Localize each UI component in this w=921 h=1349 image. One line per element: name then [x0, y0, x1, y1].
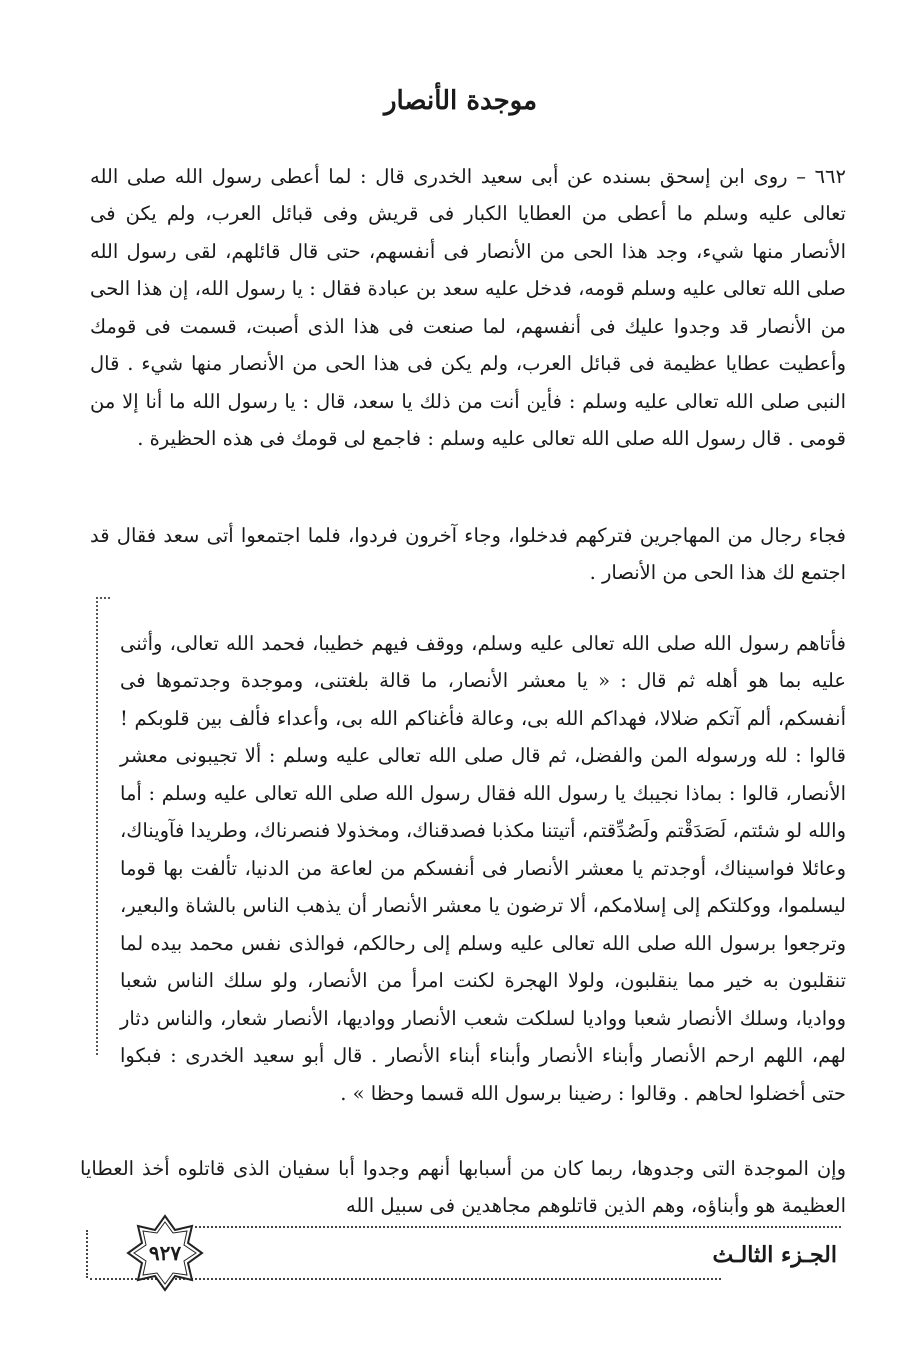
paragraph-3-quote: فأتاهم رسول الله صلى الله تعالى عليه وسلم، ووقف فيهم خطيبا، فحمد الله تعالى، وأثنى عليه بما هو أهله ثم قال : « يا معشر الأنصار، ما قالة بلغتنى، وموجدة وجدتموها فى أنفسكم، ألم آتكم ضلالا، فهداكم الله بى، وعالة فأغناكم الله بى، وأعداء فألف بين قلوبكم ! قالوا : لله ورسوله المن والفضل، ثم قال صلى الله تعالى عليه وسلم : ألا تجيبونى معشر الأنصار، قالوا : بماذا نجيبك يا رسول الله فقال رسول الله صلى الله تعالى عليه وسلم : أما والله لو شئتم، لَصَدَقْتم ولَصُدِّقتم، أتيتنا مكذبا فصدقناك، ومخذولا فنصرناك، وطريدا فآويناك، وعائلا فواسيناك، أوجدتم يا معشر الأنصار فى أنفسكم من لعاعة من الدنيا، تألفت بها قوما ليسلموا، ووكلتكم إلى إسلامكم، ألا ترضون يا معشر الأنصار أن يذهب الناس بالشاة والبعير، وترجعوا برسول الله صلى الله تعالى عليه وسلم إلى رحالكم، فوالذى نفس محمد بيده لما تنقلبون به خير مما ينقلبون، ولولا الهجرة لكنت امرأ من الأنصار، ولو سلك الناس شعبا وواديا، وسلك الأنصار شعبا وواديا لسلكت شعب الأنصار وواديها، الأنصار شعار، والناس دثار لهم، اللهم ارحم الأنصار وأبناء الأنصار وأبناء أبناء الأنصار . قال أبو سعيد الخدرى : فبكوا حتى أخضلوا لحاهم . وقالوا : رضينا برسول الله قسما وحظا » . — [120, 631, 846, 1105]
footer-rule-curve — [86, 1230, 98, 1278]
footer-rule-top — [190, 1226, 841, 1228]
page-number-badge — [124, 1212, 206, 1294]
part-label: الجـزء الثالـث — [712, 1242, 837, 1268]
page-title: موجدة الأنصار — [383, 86, 538, 116]
page-number: ٩٢٧ — [148, 1241, 182, 1265]
paragraph-4: وإن الموجدة التى وجدوها، ربما كان من أسبابها أنهم وجدوا أبا سفيان الذى قاتلوه أخذ العطايا العظيمة هو وأبناؤه، وهم الذين قاتلوهم مجاهدين فى سبيل الله — [80, 1156, 846, 1217]
paragraph-2: فجاء رجال من المهاجرين فتركهم فدخلوا، وجاء آخرون فردوا، فلما اجتمعوا أتى سعد فقال قد اجتمع لك هذا الحى من الأنصار . — [90, 523, 846, 584]
quote-bracket — [96, 597, 98, 1055]
quote-bracket-top — [96, 597, 110, 599]
paragraph-1: ٦٦٢ – روى ابن إسحق بسنده عن أبى سعيد الخدرى قال : لما أعطى رسول الله صلى الله تعالى عليه وسلم ما أعطى من العطايا الكبار فى قريش وفى قبائل العرب، ولم يكن فى الأنصار منها شيء، وجد هذا الحى من الأنصار فى أنفسهم، حتى قال قائلهم، لقى رسول الله صلى الله تعالى عليه وسلم قومه، فدخل عليه سعد بن عبادة فقال : يا رسول الله، إن هذا الحى من الأنصار قد وجدوا عليك فى أنفسهم، لما صنعت فى هذا الذى أصبت، قسمت فى قومك وأعطيت عطايا عظيمة فى قبائل العرب، ولم يكن فى هذا الحى من الأنصار منها شيء . قال النبى صلى الله تعالى عليه وسلم : فأين أنت من ذلك يا سعد، قال : يا رسول الله ما أنا إلا من قومى . قال رسول الله صلى الله تعالى عليه وسلم : فاجمع لى قومك فى هذه الحظيرة . — [90, 164, 846, 450]
